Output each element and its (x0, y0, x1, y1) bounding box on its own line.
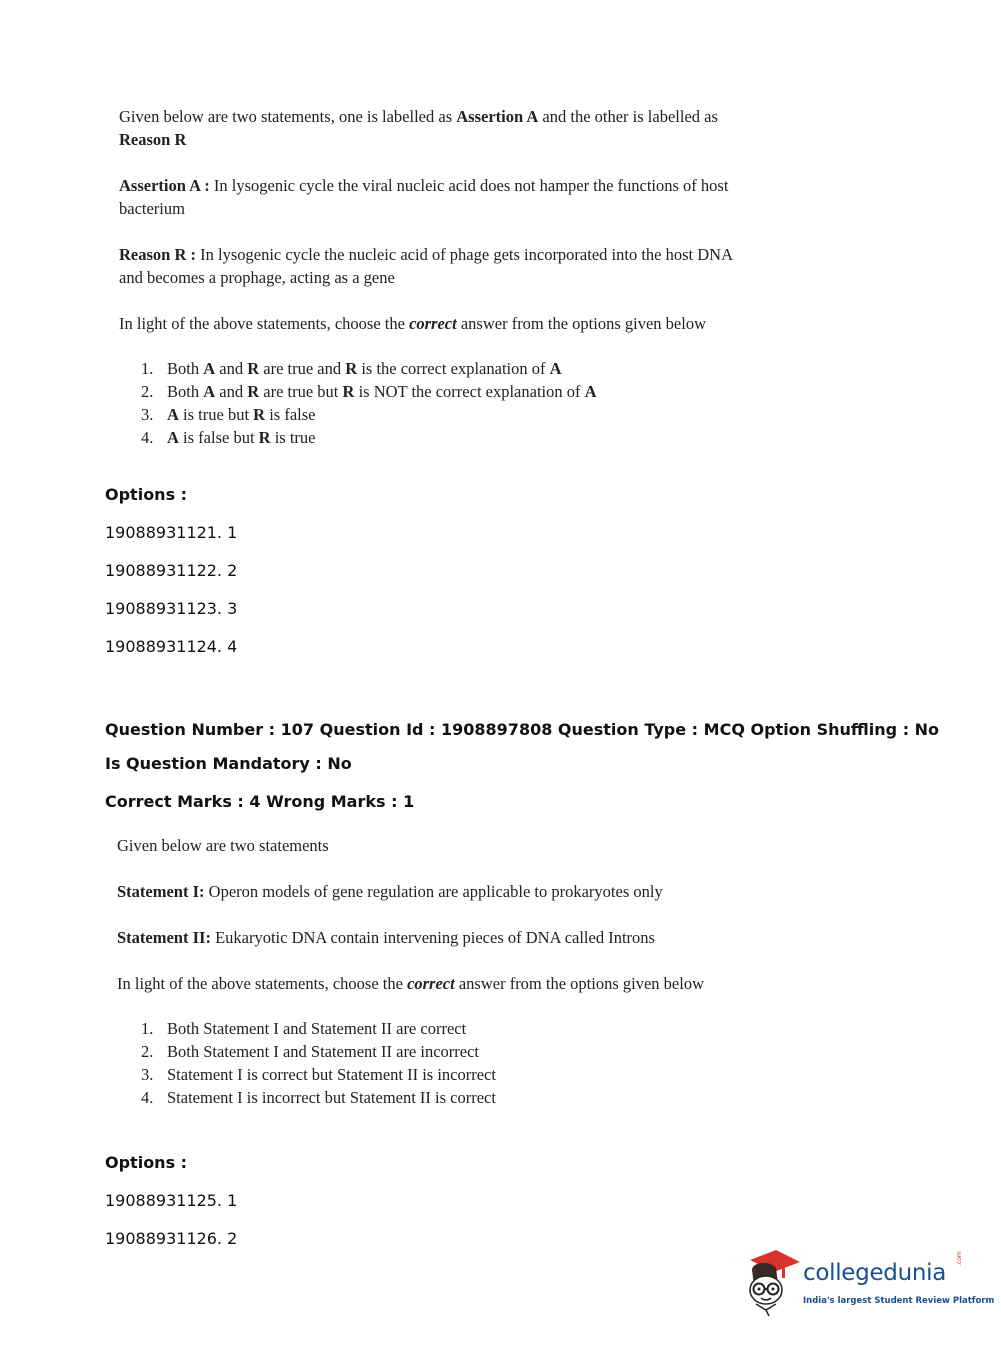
q2-choice: 1. Both Statement I and Statement II are correct (141, 1019, 467, 1038)
logo-tagline: India's largest Student Review Platform (803, 1296, 995, 1306)
collegedunia-logo (742, 1250, 995, 1320)
q1-choice-list (141, 357, 741, 449)
q2-option: 19088931125. 1 (105, 1191, 238, 1210)
mascot-icon (742, 1250, 802, 1316)
q2-intro: Given below are two statements (117, 836, 329, 855)
q1-option: 19088931122. 2 (105, 561, 238, 580)
q2-statement-2: Statement II: Eukaryotic DNA contain intervening pieces of DNA called Introns (117, 928, 655, 947)
q2-choice: 3. Statement I is correct but Statement II is incorrect (141, 1065, 496, 1084)
q2-statement-1: Statement I: Operon models of gene regulation are applicable to prokaryotes only (117, 882, 663, 901)
q1-option: 19088931124. 4 (105, 637, 238, 656)
q1-choice: 3. A is true but R is false (141, 405, 316, 424)
q2-mandatory: Is Question Mandatory : No (105, 754, 352, 773)
logo-brand: collegedunia (803, 1260, 947, 1286)
q2-marks: Correct Marks : 4 Wrong Marks : 1 (105, 792, 415, 811)
q1-choice: 2. Both A and R are true but R is NOT the correct explanation of A (141, 382, 597, 401)
q2-choice: 4. Statement I is incorrect but Statement II is correct (141, 1088, 496, 1107)
q1-choice: 1. Both A and R are true and R is the correct explanation of A (141, 359, 562, 378)
q2-options-heading: Options : (105, 1153, 188, 1172)
q2-choice: 2. Both Statement I and Statement II are incorrect (141, 1042, 480, 1061)
q1-intro: Given below are two statements, one is labelled as Assertion A and the other is labelled as Reason R (119, 107, 718, 149)
q2-instruction: In light of the above statements, choose the correct answer from the options given below (117, 974, 704, 993)
q1-assertion: Assertion A : In lysogenic cycle the viral nucleic acid does not hamper the functions of host bacterium (119, 176, 729, 218)
q1-option: 19088931121. 1 (105, 523, 238, 542)
q1-instruction: In light of the above statements, choose the correct answer from the options given below (119, 314, 706, 333)
q1-option: 19088931123. 3 (105, 599, 238, 618)
q1-choice: 4. A is false but R is true (141, 428, 316, 447)
logo-com: .com (956, 1251, 963, 1266)
q2-meta-line: Question Number : 107 Question Id : 1908897808 Question Type : MCQ Option Shuffling : No (105, 720, 940, 739)
q2-option: 19088931126. 2 (105, 1229, 238, 1248)
q1-reason: Reason R : In lysogenic cycle the nucleic acid of phage gets incorporated into the host DNA and becomes a prophage, acting as a gene (119, 245, 733, 287)
q2-choice-list (141, 1017, 741, 1109)
q1-options-heading: Options : (105, 485, 188, 504)
